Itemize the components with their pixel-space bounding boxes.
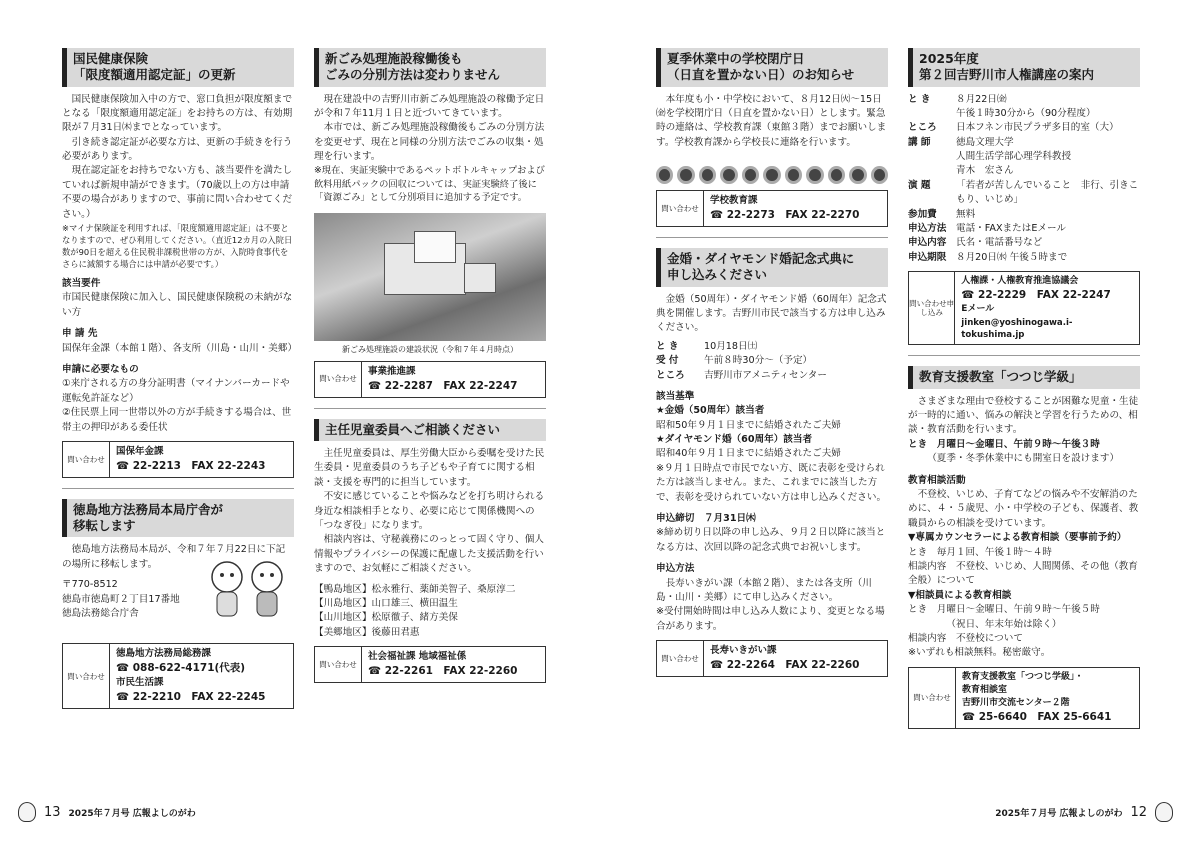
article-heading: 夏季休業中の学校閉庁日 （日直を置かない日）のお知らせ <box>656 48 888 87</box>
divider <box>314 408 546 409</box>
contact-box: 問い合わせ 事業推進課 ☎ 22-2287 FAX 22-2247 <box>314 361 546 398</box>
contact-name: 事業推進課 <box>368 365 416 377</box>
article-legal-bureau-move <box>62 499 294 709</box>
subheading: ▼相談員による教育相談 <box>908 589 1012 601</box>
info-row: 講 師 徳島文理大学 人間生活学部心理学科教授 青木 宏さん <box>908 136 1072 177</box>
paragraph: 相談内容は、守秘義務にのっとって固く守り、個人情報やプライバシーの保護に配慮した支援活動を行いますので、お気軽にご相談ください。 <box>314 534 544 575</box>
contact-phone[interactable]: ☎ 22-2210 FAX 22-2245 <box>116 691 266 704</box>
article-heading: 新ごみ処理施設稼働後も ごみの分別方法は変わりません <box>314 48 546 87</box>
subheading: 申 請 先 <box>62 328 98 340</box>
contact-phone[interactable]: ☎ 25-6640 FAX 25-6641 <box>962 710 1112 723</box>
sunflower-illustration <box>656 156 888 184</box>
footer-right <box>995 802 1173 822</box>
info-row: ところ 吉野川市アメニティセンター <box>656 369 827 381</box>
note: ※受付開始時間は申し込み人数により、変更となる場合があります。 <box>656 606 885 632</box>
info-row: 申込内容 氏名・電話番号など <box>908 237 1043 249</box>
article-heading: 金婚・ダイヤモンド婚記念式典に 申し込みください <box>656 248 888 287</box>
divider <box>62 488 294 489</box>
contact-name: 国保年金課 <box>116 445 164 457</box>
paragraph: さまざまな理由で登校することが困難な児童・生徒が一時的に通い、悩みの解決と学習を行うための、相談・教育活動を行います。 <box>908 395 1139 436</box>
article-school-closure <box>656 48 888 227</box>
paragraph: 本年度も小・中学校において、８月12日㈫〜15日㈮を学校閉庁日（日直を置かない日）とします。緊急時の連絡は、学校教育課（東館３階）までお願いします。学校教育課から学校長に連絡を行います。 <box>656 93 887 148</box>
info-row: 演 題 「若者が苦しんでいること 非行、引きこもり、いじめ」 <box>908 179 1139 206</box>
paragraph: 本市では、新ごみ処理施設稼働後もごみの分別方法を変更せず、現在と同様の分別方法でごみの収集・処理を行います。 <box>314 122 545 163</box>
paragraph: 国民健康保険加入中の方で、窓口負担が限度額までとなる「限度額適用認定証」をお持ちの方は、有効期限が７月31日㈭までとなっています。 <box>62 93 293 134</box>
contact-name: 学校教育課 <box>710 195 758 207</box>
consult-content: 相談内容 不登校について <box>908 632 1023 644</box>
page-number: 13 <box>44 804 61 820</box>
note: ※９月１日時点で市民でない方、既に表彰を受けられた方は該当しません。また、これまでに該当した方で、表彰を受けられていない方は申し込みください。 <box>656 462 887 503</box>
schedule: とき 月曜日～金曜日、午前９時～午後３時 <box>908 438 1100 450</box>
divider <box>908 355 1140 356</box>
paragraph: 引き続き認定証が必要な方は、更新の手続きを行う必要があります。 <box>62 136 293 163</box>
footer-left <box>18 802 196 822</box>
article-tsutsuji-class <box>908 366 1140 729</box>
schedule: とき 毎月１回、午後１時～４時 <box>908 546 1052 558</box>
publication-name: 2025年７月号 広報よしのがわ <box>995 808 1123 819</box>
list-item: ②住民票上同一世帯以外の方が手続きする場合は、世帯主の押印がある委任状 <box>62 407 292 433</box>
article-human-rights-lecture <box>908 48 1140 345</box>
contact-box: 問い合わせ 学校教育課 ☎ 22-2273 FAX 22-2270 <box>656 190 888 227</box>
article-anniversary-ceremony <box>656 248 888 677</box>
paragraph: 不安に感じていることや悩みなどを打ち明けられる身近な相談相手となり、必要に応じて関係機関への「つなぎ役」になります。 <box>314 491 545 532</box>
contact-name: 教育相談室 <box>962 684 1008 695</box>
contact-phone[interactable]: ☎ 22-2264 FAX 22-2260 <box>710 658 860 671</box>
article-insurance-certificate <box>62 48 298 478</box>
consult-content: 相談内容 不登校、いじめ、人間関係、その他（教育全般）について <box>908 560 1138 587</box>
column-3 <box>656 48 888 687</box>
deadline: 申込締切 ７月31日㈭ <box>656 513 756 525</box>
mascot-icon <box>18 802 36 822</box>
info-row: 申込方法 電話・FAXまたはEメール <box>908 223 1066 235</box>
paragraph: 現在認定証をお持ちでない方も、該当要件を満たしていれば新規申請ができます。（70歳以上の方は申請不要の場合がありますので、事前に問い合わせてください。） <box>62 165 293 220</box>
note: ※マイナ保険証を利用すれば、「限度額適用認定証」は不要となりますので、ぜひ利用してください。（直近12カ月の入院日数が90日を超える住民税非課税世帯の方が、入院時食事代をさらに減額する場合には申請が必要です。） <box>62 223 293 270</box>
article-child-commissioners <box>314 419 546 683</box>
contact-box: 問い合わせ 長寿いきがい課 ☎ 22-2264 FAX 22-2260 <box>656 640 888 677</box>
schedule-note: （夏季・冬季休業中にも開室日を設けます） <box>927 453 1120 465</box>
contact-box: 問い合わせ 国保年金課 ☎ 22-2213 FAX 22-2243 <box>62 441 294 478</box>
contact-box: 問い合わせ申し込み 人権課・人権教育推進協議会 ☎ 22-2229 FAX 22-2247 Eメール jinken@yoshinogawa.i-tokushima.jp <box>908 271 1140 345</box>
schedule: とき 月曜日～金曜日、午前９時～午後５時 <box>908 604 1100 616</box>
note: ※現在、実証実験中であるペットボトルキャップおよび飲料用紙パックの回収については、実証実験終了後に「資源ごみ」として分別項目に追加する予定です。 <box>314 165 545 204</box>
article-heading: 2025年度 第２回吉野川市人権講座の案内 <box>908 48 1140 87</box>
info-row: と き 10月18日㈯ <box>656 340 758 352</box>
contact-name: 徳島地方法務局総務課 <box>116 648 212 660</box>
article-heading: 徳島地方法務局本局庁舎が 移転します <box>62 499 294 538</box>
article-heading: 主任児童委員へご相談ください <box>314 419 546 441</box>
info-row: 申込期限 ８月20日㈬ 午後５時まで <box>908 251 1068 263</box>
contact-phone[interactable]: ☎ 22-2229 FAX 22-2247 <box>961 289 1111 302</box>
paragraph: 昭和40年９月１日までに結婚されたご夫婦 <box>656 448 841 460</box>
subheading: 申請に必要なもの <box>62 364 139 376</box>
info-row: と き ８月22日㈮ 午後１時30分から（90分程度） <box>908 93 1096 119</box>
contact-email-label: Eメール <box>961 304 995 315</box>
subheading: 該当要件 <box>62 278 101 290</box>
contact-name: 教育支援教室「つつじ学級」・ <box>962 671 1084 682</box>
mascot-characters-image <box>202 555 292 625</box>
contact-phone[interactable]: ☎ 22-2261 FAX 22-2260 <box>368 664 518 677</box>
district-list-item: 【山川地区】松原徹子、緒方美保 <box>314 612 458 624</box>
subheading: 教育相談活動 <box>908 474 966 486</box>
district-list-item: 【川島地区】山口雄三、横田温生 <box>314 598 458 609</box>
contact-name: 市民生活課 <box>116 677 164 689</box>
note: ※締め切り日以降の申し込み、９月２日以降に該当となる方は、次回以降の記念式典でお祝いします。 <box>656 527 886 553</box>
subheading: ★金婚（50周年）該当者 <box>656 405 765 417</box>
divider <box>656 237 888 238</box>
list-item: ①来庁される方の身分証明書（マイナンバーカードや運転免許証など） <box>62 378 290 404</box>
paragraph: 不登校、いじめ、子育てなどの悩みや不安解消のために、４・５歳児、小・中学校の子ども、保護者、教職員からの相談を受けています。 <box>908 489 1139 529</box>
article-garbage-separation <box>314 48 546 398</box>
paragraph: 徳島地方法務局本局が、令和７年７月22日に下記の場所に移転します。 <box>62 544 286 570</box>
paragraph: 主任児童委員は、厚生労働大臣から委嘱を受けた民生委員・児童委員のうち子どもや子育てに関する相談・支援を専門的に担当しています。 <box>314 448 545 488</box>
article-heading: 教育支援教室「つつじ学級」 <box>908 366 1140 388</box>
contact-phone[interactable]: ☎ 22-2287 FAX 22-2247 <box>368 379 518 392</box>
note: ※いずれも相談無料。秘密厳守。 <box>908 647 1051 659</box>
publication-name: 2025年７月号 広報よしのがわ <box>68 808 196 819</box>
mascot-icon <box>1155 802 1173 822</box>
article-heading: 国民健康保険 「限度額適用認定証」の更新 <box>62 48 294 87</box>
contact-box: 問い合わせ 徳島地方法務局総務課 ☎ 088-622-4171(代表) 市民生活課 ☎ 22-2210 FAX 22-2245 <box>62 643 294 709</box>
contact-name: 長寿いきがい課 <box>710 645 777 657</box>
column-2 <box>314 48 546 693</box>
info-row: 参加費 無料 <box>908 208 976 220</box>
column-4 <box>908 48 1140 739</box>
paragraph: 国保年金課（本館１階）、各支所（川島・山川・美郷） <box>62 342 298 354</box>
photo-caption: 新ごみ処理施設の建設状況（令和７年４月時点） <box>342 344 518 354</box>
address: 徳島市徳島町２丁目17番地 <box>62 593 180 605</box>
column-1 <box>62 48 298 719</box>
paragraph: 金婚（50周年）・ダイヤモンド婚（60周年）記念式典を開催します。吉野川市民で該当する方は申し込みください。 <box>656 293 887 334</box>
district-list-item: 【鴨島地区】松永雅行、薬師美智子、桑原淳二 <box>314 583 516 595</box>
subheading: ▼専属カウンセラーによる教育相談（要事前予約） <box>908 532 1127 544</box>
subheading: 申込方法 <box>656 563 695 575</box>
paragraph: 市国民健康保険に加入し、国民健康保険税の未納がない方 <box>62 292 293 318</box>
postal-code: 〒770-8512 <box>62 579 118 591</box>
page-number: 12 <box>1130 804 1147 820</box>
contact-phone[interactable]: ☎ 22-2213 FAX 22-2243 <box>116 459 266 472</box>
paragraph: 長寿いきがい課（本館２階）、または各支所（川島・山川・美郷）にて申し込みください。 <box>656 577 872 603</box>
contact-box: 問い合わせ 社会福祉課 地域福祉係 ☎ 22-2261 FAX 22-2260 <box>314 646 546 683</box>
facility-construction-photo <box>314 213 546 341</box>
contact-box: 問い合わせ 教育支援教室「つつじ学級」・ 教育相談室 吉野川市交流センター２階 ☎ 25-6640 FAX 25-6641 <box>908 667 1140 729</box>
paragraph: 昭和50年９月１日までに結婚されたご夫婦 <box>656 419 841 431</box>
subheading: ★ダイヤモンド婚（60周年）該当者 <box>656 434 813 446</box>
info-row: ところ 日本フネン市民プラザ多目的室（大） <box>908 122 1119 134</box>
district-list-item: 【美郷地区】後藤田君惠 <box>314 626 420 638</box>
contact-address: 吉野川市交流センター２階 <box>962 697 1070 708</box>
paragraph: 現在建設中の吉野川市新ごみ処理施設の稼働予定日が令和７年11月１日と近づいてきています。 <box>314 93 545 119</box>
building-name: 徳島法務総合庁舎 <box>62 608 139 620</box>
info-row: 受 付 午前８時30分～（予定） <box>656 355 813 367</box>
subheading: 該当基準 <box>656 390 695 402</box>
contact-email[interactable]: jinken@yoshinogawa.i-tokushima.jp <box>961 317 1073 340</box>
contact-phone[interactable]: ☎ 088-622-4171(代表) <box>116 662 246 675</box>
contact-phone[interactable]: ☎ 22-2273 FAX 22-2270 <box>710 208 860 221</box>
schedule-note: （祝日、年末年始は除く） <box>946 618 1062 630</box>
contact-name: 人権課・人権教育推進協議会 <box>961 276 1079 287</box>
contact-name: 社会福祉課 地域福祉係 <box>368 651 467 663</box>
